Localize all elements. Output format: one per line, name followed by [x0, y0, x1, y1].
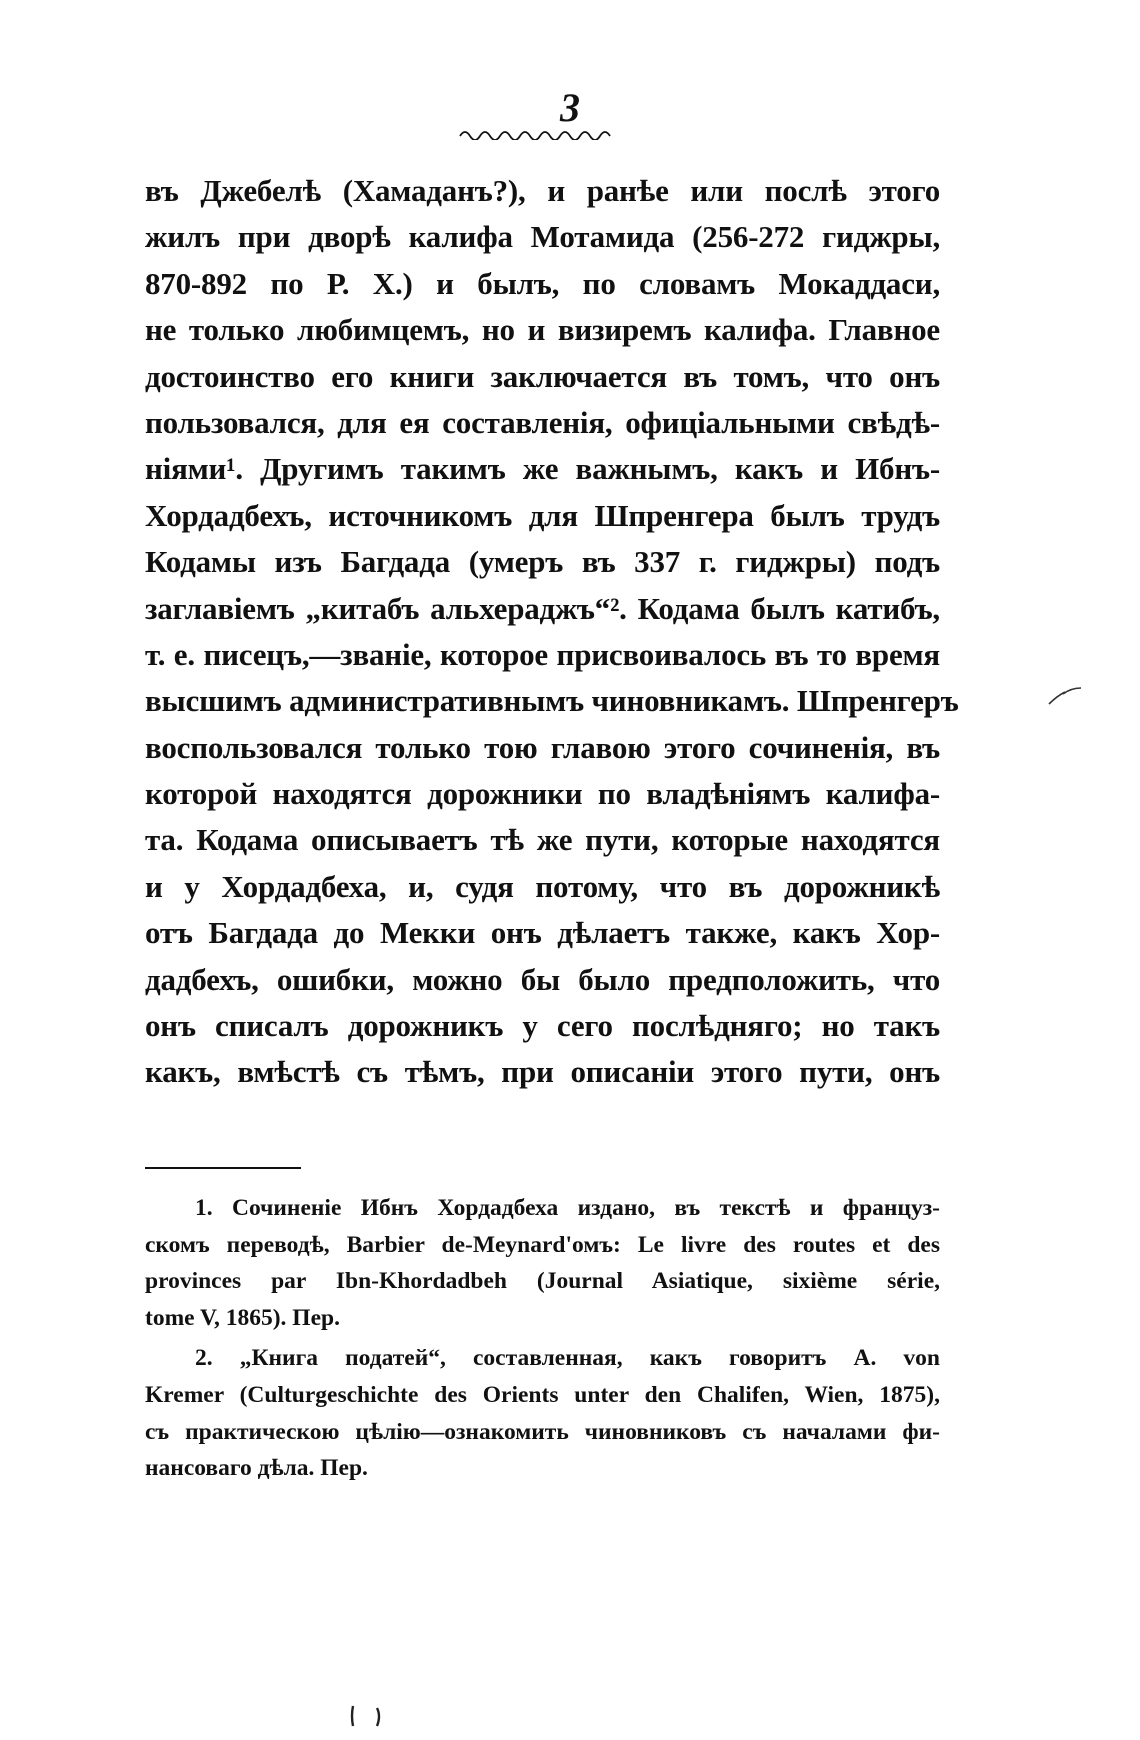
text-line: которой находятся дорожники по владѣніямъ калифа-: [145, 776, 940, 812]
footnote-line: нансоваго дѣла. Пер.: [145, 1455, 368, 1482]
text-line: и у Хордадбеха, и, судя потому, что въ дорожникѣ: [145, 868, 940, 904]
text-line: т. е. писецъ,—званіе, которое присвоивалось въ то время: [145, 636, 940, 672]
text-line: пользовался, для ея составленія, офиціальными свѣдѣ-: [145, 404, 940, 440]
text-line: не только любимцемъ, но и визиремъ калифа. Главное: [145, 312, 940, 348]
text-line: воспользовался только тою главою этого сочиненія, въ: [145, 729, 940, 765]
pencil-mark: [345, 1700, 395, 1730]
main-text: [145, 168, 959, 1096]
footnote-1: [145, 1190, 940, 1336]
footnote-line: съ практическою цѣлію—ознакомить чиновниковъ съ началами фи-: [145, 1418, 940, 1445]
page-number-ornament: [458, 126, 618, 140]
text-line: онъ списалъ дорожникъ у сего послѣдняго; но такъ: [145, 1008, 940, 1044]
footnote-line: tome V, 1865). Пер.: [145, 1304, 340, 1331]
text-line: ніями¹. Другимъ такимъ же важнымъ, какъ и Ибнъ-: [145, 451, 940, 487]
text-line: Хордадбехъ, источникомъ для Шпренгера былъ трудъ: [145, 497, 940, 533]
page-number: 3: [560, 85, 580, 130]
footnote-line: provinces par Ibn-Khordadbeh (Journal Asiatique, sixième série,: [145, 1268, 940, 1295]
text-line: какъ, вмѣстѣ съ тѣмъ, при описаніи этого пути, онъ: [145, 1054, 940, 1090]
footnote-line: 1. Сочиненіе Ибнъ Хордадбеха издано, въ текстѣ и француз-: [195, 1195, 940, 1221]
text-line: жилъ при дворѣ калифа Мотамида (256-272 гиджры,: [145, 219, 940, 255]
footnotes: [145, 1190, 940, 1487]
footnote-line: скомъ переводѣ, Barbier de-Meynard'омъ: Le livre des routes et des: [145, 1231, 940, 1258]
text-line: дадбехъ, ошибки, можно бы было предположить, что: [145, 961, 940, 997]
text-line: высшимъ административнымъ чиновникамъ. Шпренгеръ: [145, 683, 959, 719]
text-line: Кодамы изъ Багдада (умеръ въ 337 г. гиджры) подъ: [145, 544, 940, 580]
footnote-2: [145, 1340, 940, 1486]
text-line: та. Кодама описываетъ тѣ же пути, которые находятся: [145, 822, 940, 858]
text-line: отъ Багдада до Мекки онъ дѣлаетъ также, какъ Хор-: [145, 915, 940, 951]
text-line: достоинство его книги заключается въ томъ, что онъ: [145, 358, 940, 394]
text-line: 870-892 по Р. Х.) и былъ, по словамъ Мокаддаси,: [145, 265, 940, 301]
footnote-line: Kremer (Culturgeschichte des Orients unter den Chalifen, Wien, 1875),: [145, 1381, 940, 1408]
footnote-separator: [145, 1167, 301, 1169]
text-line: въ Джебелѣ (Хамаданъ?), и ранѣе или послѣ этого: [145, 173, 940, 208]
footnote-line: 2. „Книга податей“, составленная, какъ говоритъ А. von: [195, 1345, 940, 1372]
text-line: заглавіемъ „китабъ альхераджъ“². Кодама былъ катибъ,: [145, 590, 940, 626]
pencil-mark: [1045, 684, 1085, 708]
